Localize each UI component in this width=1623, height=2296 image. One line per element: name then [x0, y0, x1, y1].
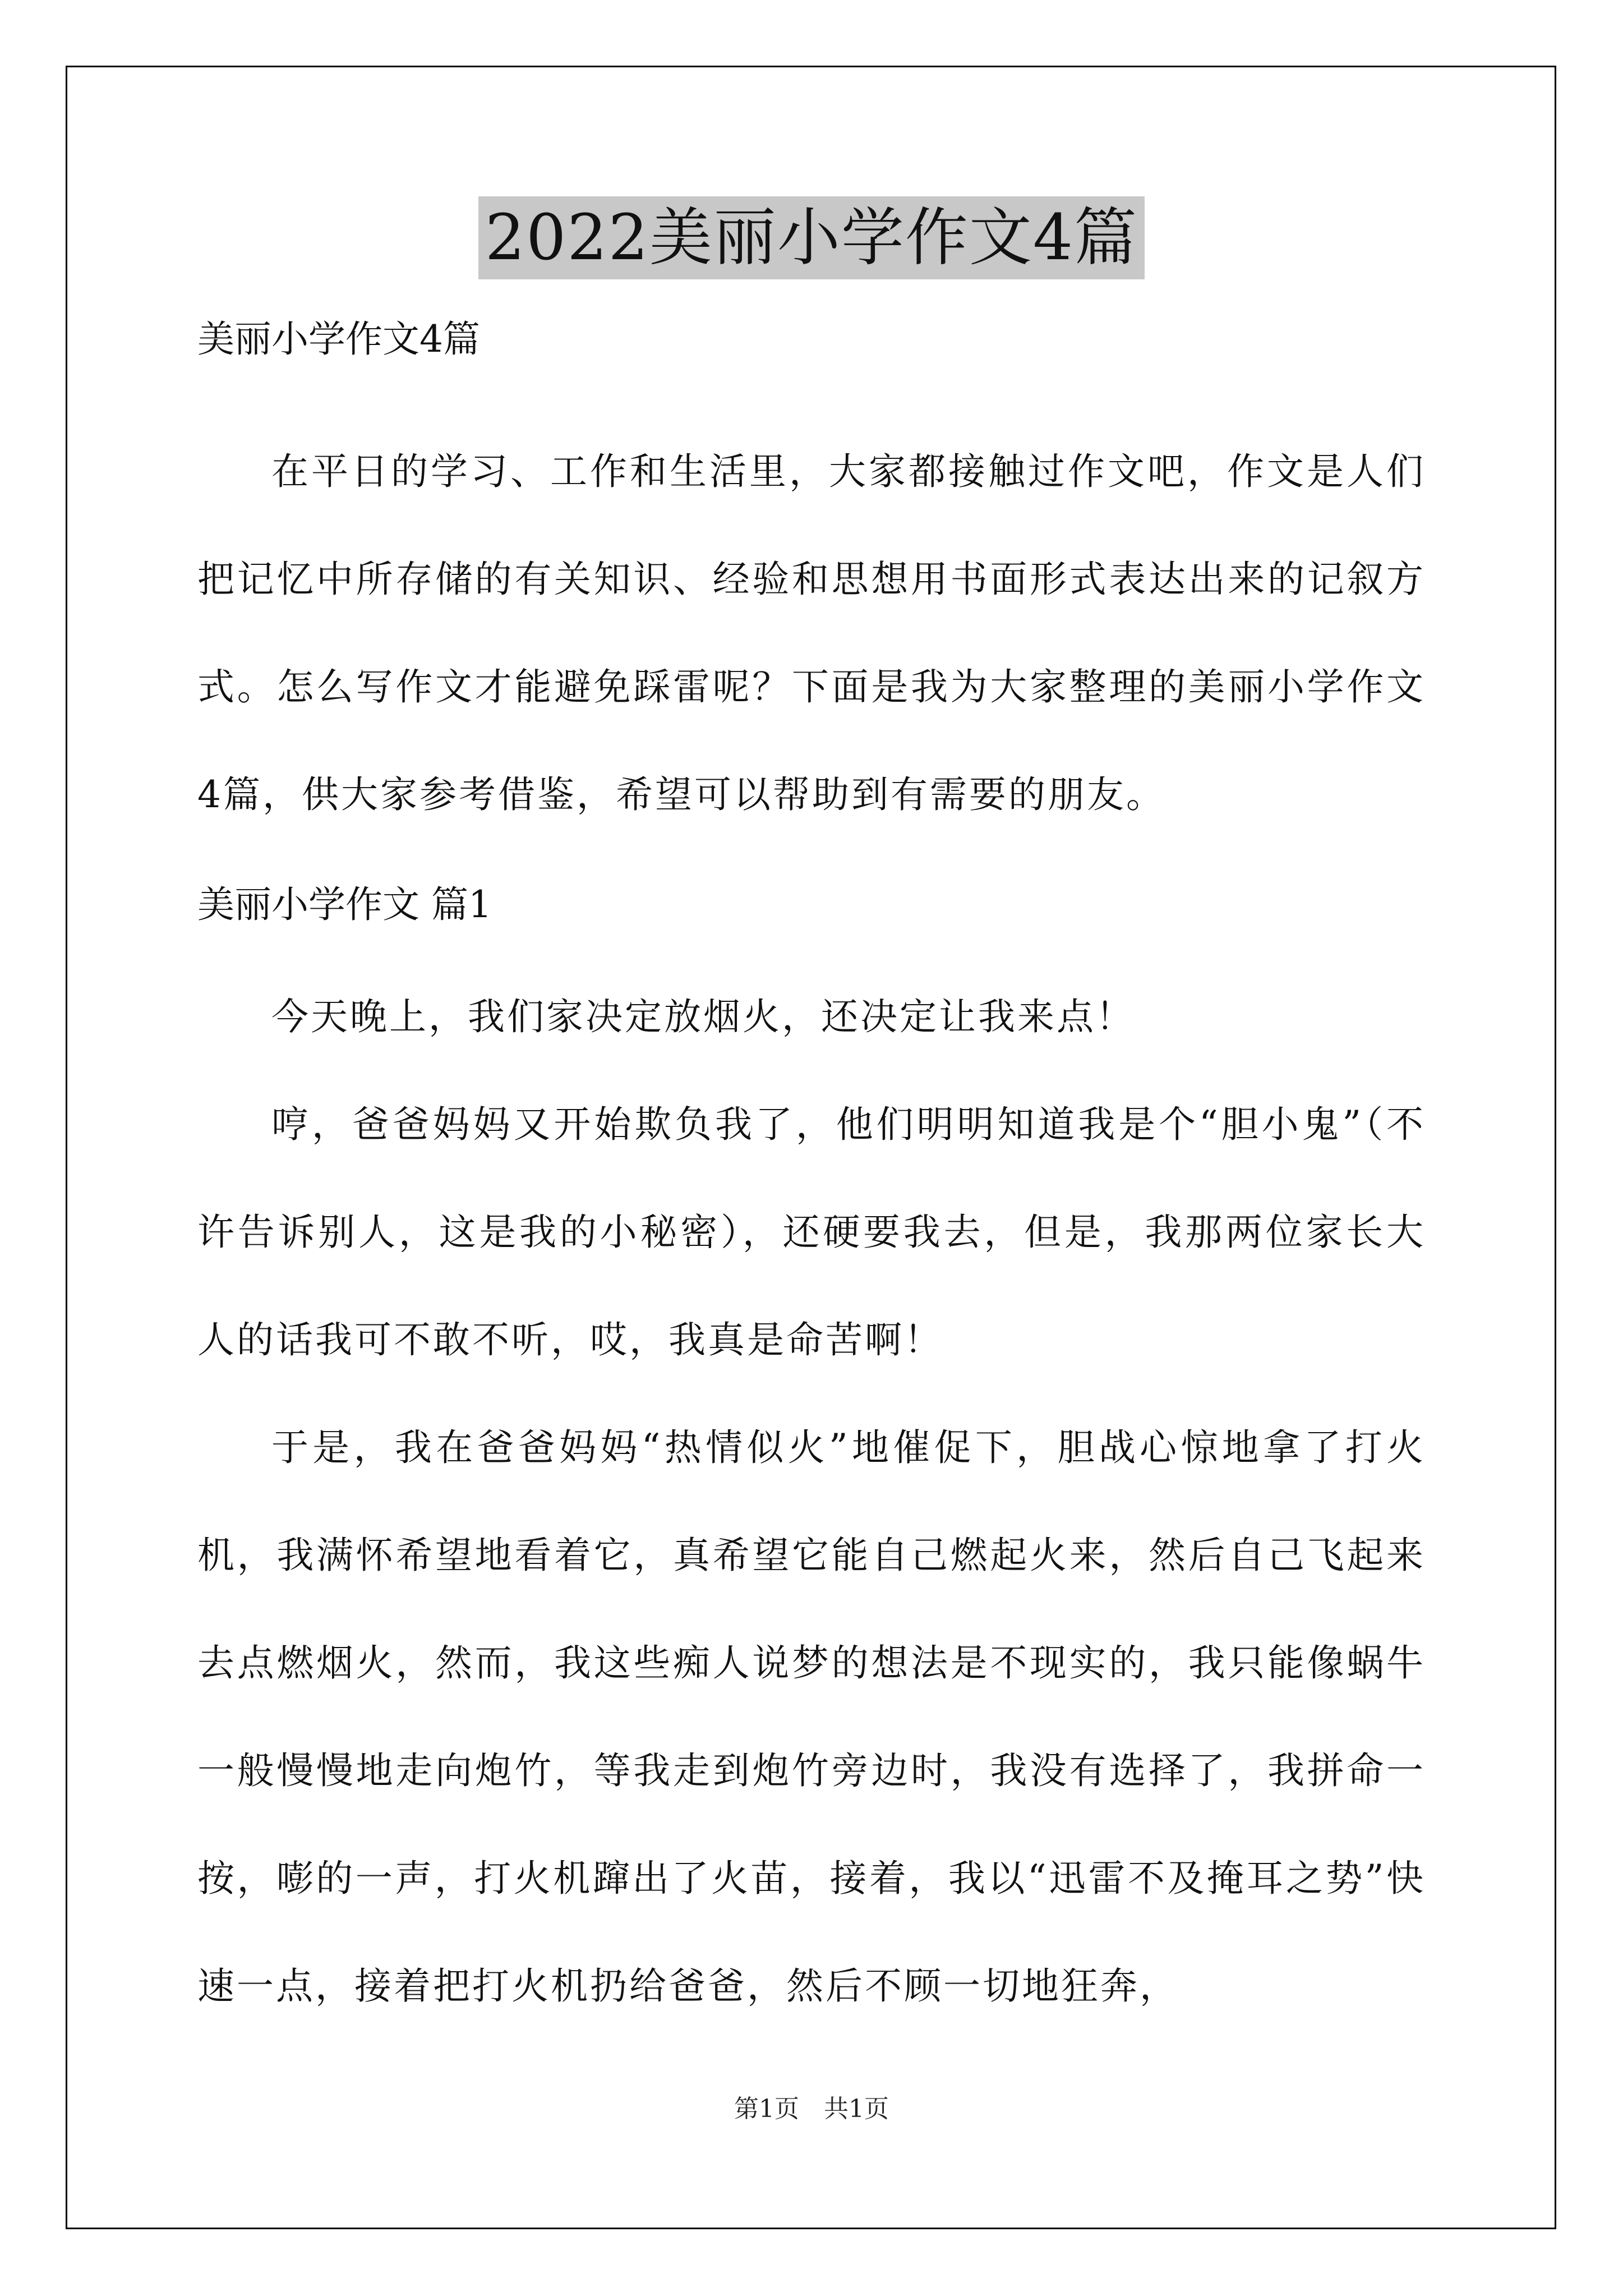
section-1-paragraph: 哼，爸爸妈妈又开始欺负我了，他们明明知道我是个“胆小鬼”（不许告诉别人，这是我的小秘密），还硬要我去，但是，我那两位家长大人的话我可不敢不听，哎，我真是命苦啊！	[197, 1103, 1426, 1361]
section-1-paragraph: 今天晚上，我们家决定放烟火，还决定让我来点！	[271, 995, 1135, 1038]
document-body	[197, 311, 1426, 2040]
page-footer: 第1页 共1页	[734, 2095, 889, 2123]
intro-paragraph: 在平日的学习、工作和生活里，大家都接触过作文吧，作文是人们把记忆中所存储的有关知识、经验和思想用书面形式表达出来的记叙方式。怎么写作文才能避免踩雷呢？下面是我为大家整理的美丽小学作文4篇，供大家参考借鉴，希望可以帮助到有需要的朋友。	[197, 450, 1426, 816]
title-container	[0, 196, 1623, 279]
document-subtitle: 美丽小学作文4篇	[197, 318, 480, 361]
section-1-paragraph: 于是，我在爸爸妈妈“热情似火”地催促下，胆战心惊地拿了打火机，我满怀希望地看着它，真希望它能自己燃起火来，然后自己飞起来去点燃烟火，然而，我这些痴人说梦的想法是不现实的，我只能像蜗牛一般慢慢地走向炮竹，等我走到炮竹旁边时，我没有选择了，我拼命一按，嘭的一声，打火机蹿出了火苗，接着，我以“迅雷不及掩耳之势”快速一点，接着把打火机扔给爸爸，然后不顾一切地狂奔，	[197, 1426, 1426, 2008]
section-1-heading: 美丽小学作文 篇1	[197, 883, 492, 926]
document-title: 2022美丽小学作文4篇	[478, 196, 1145, 279]
